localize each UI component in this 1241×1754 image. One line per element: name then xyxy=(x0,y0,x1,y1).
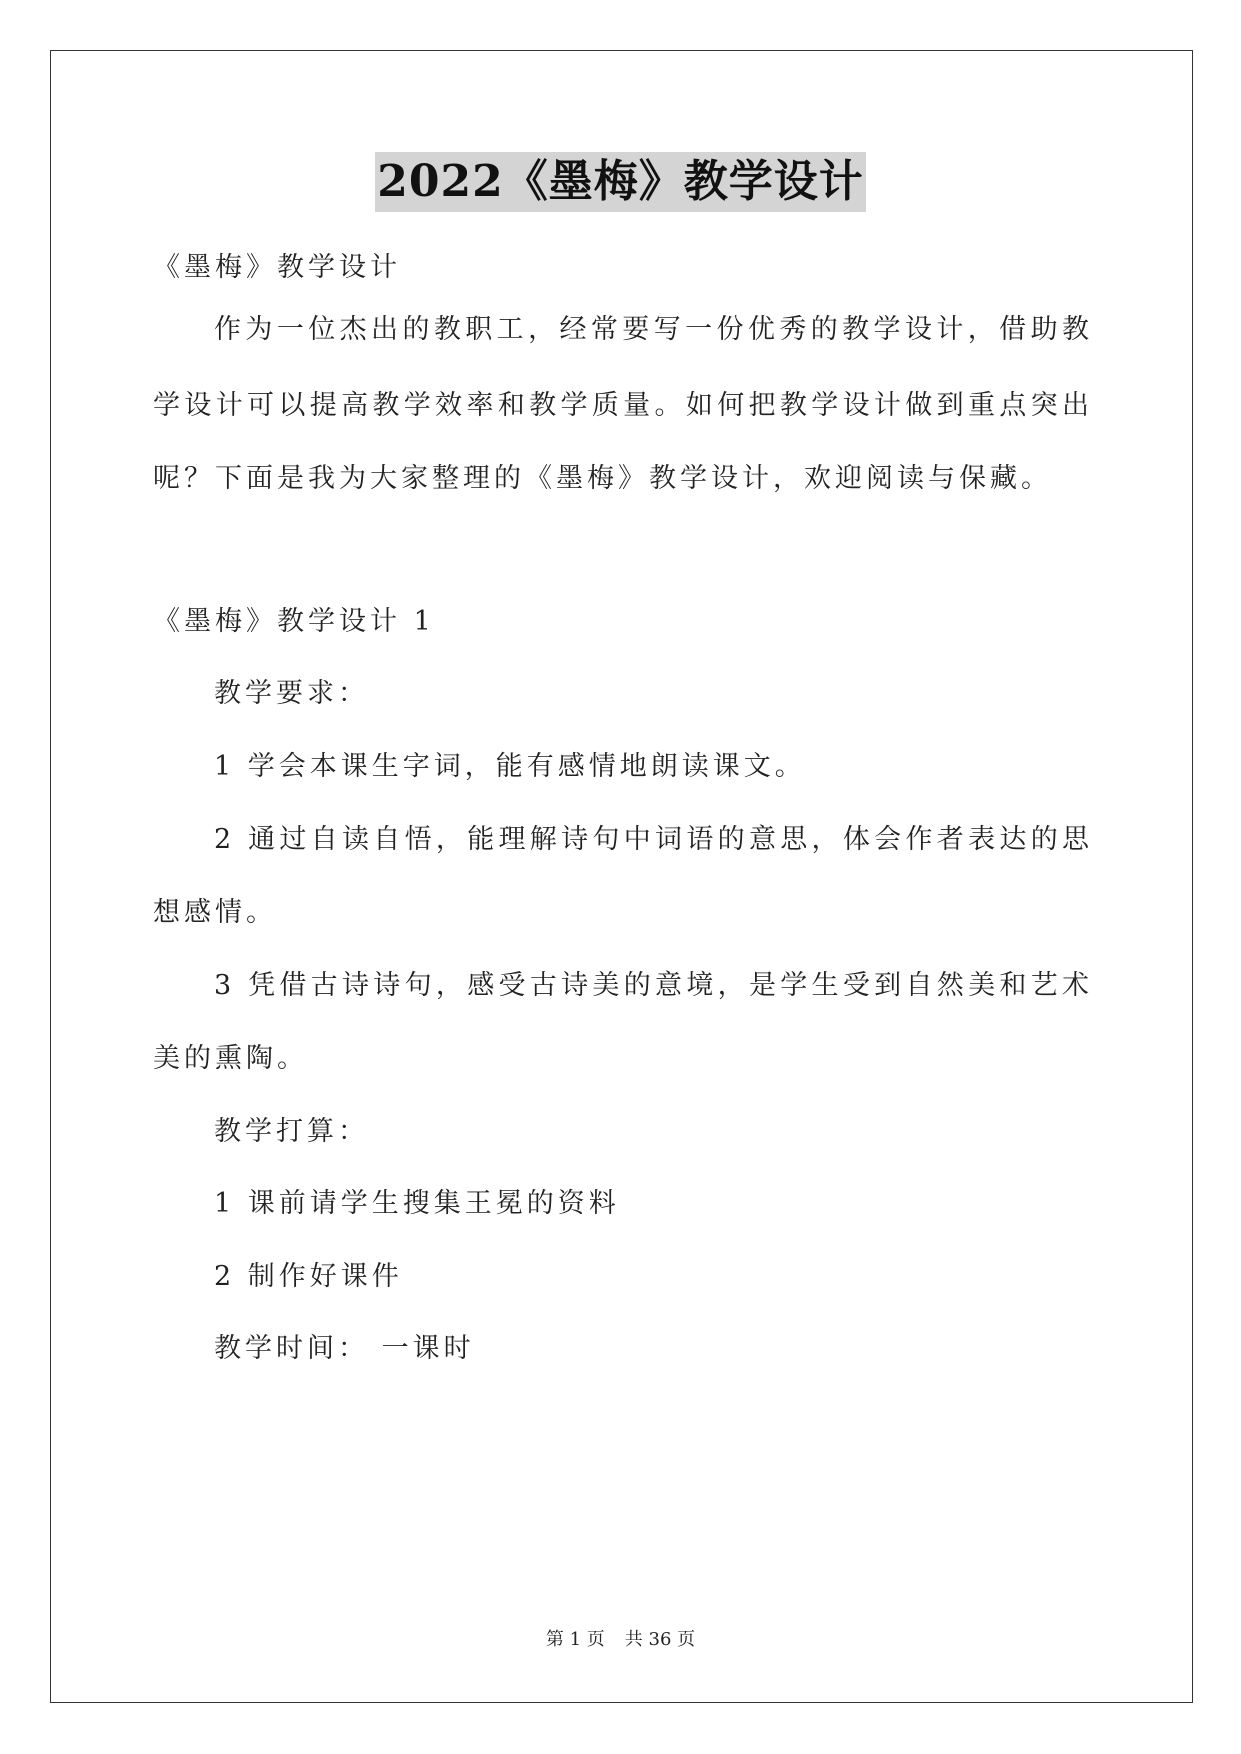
page-number: 第 1 页 xyxy=(545,1629,605,1650)
page-border xyxy=(50,50,1193,1703)
requirement-item-2-line-1: 2 通过自读自悟，能理解诗句中词语的意思，体会作者表达的思 xyxy=(214,824,1093,855)
document-title xyxy=(0,152,1241,212)
page-footer xyxy=(0,1627,1241,1653)
intro-line-3: 呢？下面是我为大家整理的《墨梅》教学设计，欢迎阅读与保藏。 xyxy=(153,463,1052,494)
intro-line-2: 学设计可以提高教学效率和教学质量。如何把教学设计做到重点突出 xyxy=(153,390,1093,421)
requirement-item-1: 1 学会本课生字词，能有感情地朗读课文。 xyxy=(214,751,806,782)
document-title-text: 2022《墨梅》教学设计 xyxy=(375,152,865,212)
intro-line-1: 作为一位杰出的教职工，经常要写一份优秀的教学设计，借助教 xyxy=(214,314,1093,345)
page-total: 共 36 页 xyxy=(624,1629,696,1650)
plan-item-2: 2 制作好课件 xyxy=(214,1261,403,1292)
requirement-item-3-line-1: 3 凭借古诗诗句，感受古诗美的意境，是学生受到自然美和艺术 xyxy=(214,970,1093,1001)
requirements-heading: 教学要求： xyxy=(214,678,369,709)
section-title: 《墨梅》教学设计 1 xyxy=(153,606,435,637)
requirement-item-2-line-2: 想感情。 xyxy=(153,897,277,928)
plan-heading: 教学打算： xyxy=(214,1116,369,1147)
plan-item-1: 1 课前请学生搜集王冕的资料 xyxy=(214,1188,620,1219)
teaching-time: 教学时间： 一课时 xyxy=(214,1333,475,1364)
document-subtitle: 《墨梅》教学设计 xyxy=(153,252,401,283)
requirement-item-3-line-2: 美的熏陶。 xyxy=(153,1043,308,1074)
